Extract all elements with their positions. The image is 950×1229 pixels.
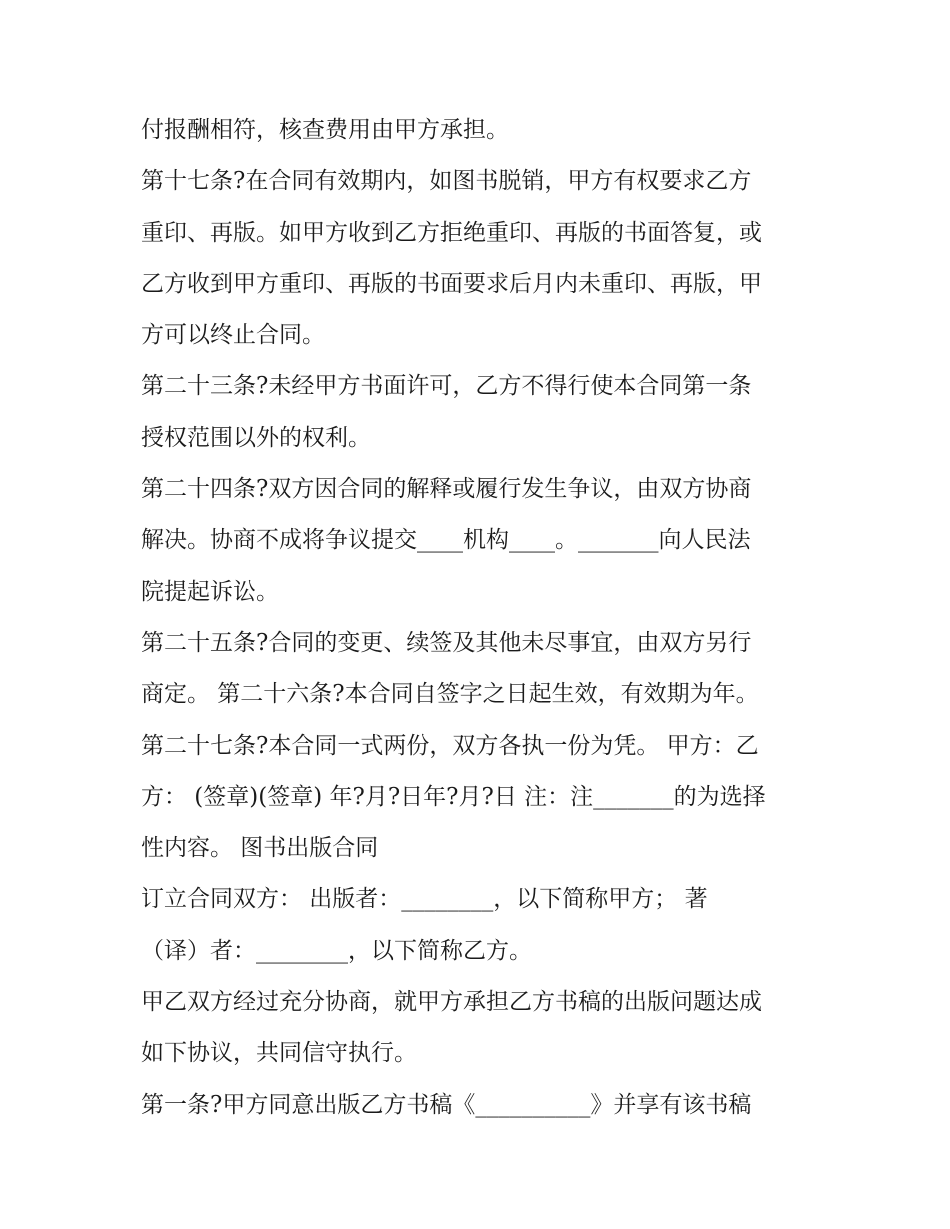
text-line: 授权范围以外的权利。: [141, 424, 371, 451]
text-line: 重印、再版。如甲方收到乙方拒绝重印、再版的书面答复，或: [141, 219, 762, 246]
text-line: （译）者：________，以下简称乙方。: [141, 937, 532, 964]
text-line: 如下协议，共同信守执行。: [141, 1040, 417, 1067]
text-line: 第二十五条?合同的变更、续签及其他未尽事宜，由双方另行: [141, 629, 752, 656]
text-line: 解决。协商不成将争议提交____机构____。_______向人民法: [141, 527, 751, 554]
text-line: 第一条?甲方同意出版乙方书稿《__________》并享有该书稿: [141, 1091, 752, 1118]
text-line: 第二十三条?未经甲方书面许可，乙方不得行使本合同第一条: [141, 373, 752, 400]
text-line: 第二十四条?双方因合同的解释或履行发生争议，由双方协商: [141, 476, 752, 503]
document-body: [141, 112, 821, 1138]
text-line: 院提起诉讼。: [141, 578, 279, 605]
text-line: 性内容。 图书出版合同: [141, 835, 379, 862]
text-line: 方： (签章)(签章) 年?月?日年?月?日 注：注_______的为选择: [141, 783, 766, 810]
text-line: 第十七条?在合同有效期内，如图书脱销，甲方有权要求乙方: [141, 168, 752, 195]
text-line: 付报酬相符，核查费用由甲方承担。: [141, 117, 509, 143]
text-line: 第二十七条?本合同一式两份，双方各执一份为凭。 甲方：乙: [141, 732, 759, 759]
text-line: 甲乙双方经过充分协商，就甲方承担乙方书稿的出版问题达成: [141, 989, 762, 1016]
text-line: 订立合同双方： 出版者：________，以下简称甲方； 著: [141, 886, 708, 913]
text-line: 商定。 第二十六条?本合同自签字之日起生效，有效期为年。: [141, 681, 759, 708]
text-line: 方可以终止合同。: [141, 322, 325, 349]
text-line: 乙方收到甲方重印、再版的书面要求后月内未重印、再版，甲: [141, 270, 762, 297]
